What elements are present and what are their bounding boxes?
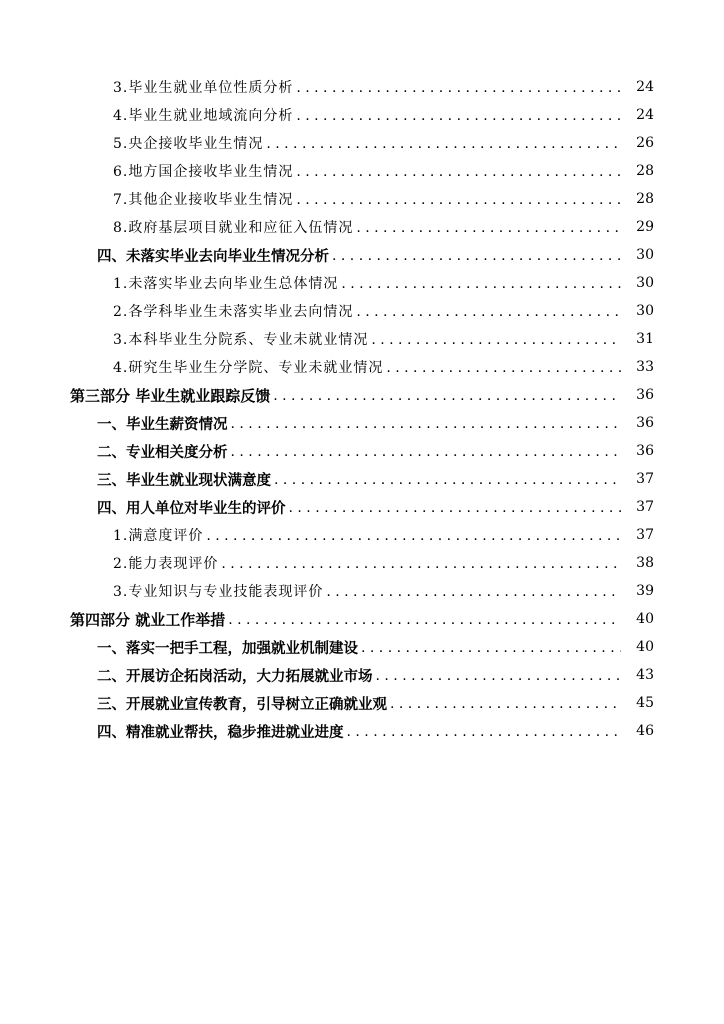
dot-leader [296,108,651,122]
toc-entry-title: 7.其他企业接收毕业生情况 [113,192,294,208]
toc-entry-title: 四、用人单位对毕业生的评价 [97,500,286,517]
toc-section-entry [0,633,724,661]
toc-part-entry [0,381,724,409]
toc-entry-page: 26 [621,135,654,151]
dot-leader [361,640,651,654]
toc-entry-title: 三、毕业生就业现状满意度 [97,472,271,489]
toc-entry-title: 3.本科毕业生分院系、专业未就业情况 [113,332,369,348]
toc-entry-page: 29 [621,219,654,235]
toc-entry-page: 24 [621,79,654,95]
dot-leader [386,360,651,374]
toc-entry [0,157,724,185]
toc-entry [0,101,724,129]
dot-leader [266,136,651,150]
toc-entry-title: 三、开展就业宣传教育，引导树立正确就业观 [97,696,387,713]
toc-entry-title: 8.政府基层项目就业和应征入伍情况 [113,220,354,236]
toc-entry [0,269,724,297]
dot-leader [289,500,652,514]
toc-entry-title: 3.专业知识与专业技能表现评价 [113,584,324,600]
toc-entry-page: 38 [621,555,654,571]
toc-entry [0,325,724,353]
toc-entry-page: 33 [621,359,654,375]
toc-entry-page: 39 [621,583,654,599]
dot-leader [221,556,651,570]
dot-leader [206,528,651,542]
toc-entry-page: 43 [621,667,654,683]
toc-entry-page: 36 [621,387,654,403]
dot-leader [356,304,651,318]
dot-leader [231,444,652,458]
toc-entry-page: 37 [621,499,654,515]
dot-leader [296,80,651,94]
toc-entry-title: 3.毕业生就业单位性质分析 [113,80,294,96]
toc-section-entry [0,241,724,269]
toc-entry [0,549,724,577]
toc-entry-title: 一、落实一把手工程，加强就业机制建设 [97,640,358,657]
toc-entry-page: 40 [621,639,654,655]
toc-section-entry [0,689,724,717]
toc-entry-title: 2.各学科毕业生未落实毕业去向情况 [113,304,354,320]
dot-leader [274,472,651,486]
toc-entry-title: 1.满意度评价 [113,528,204,544]
toc-entry-title: 2.能力表现评价 [113,556,219,572]
toc-entry-page: 31 [621,331,654,347]
toc-entry-page: 30 [621,275,654,291]
toc-entry-page: 30 [621,303,654,319]
table-of-contents [0,73,724,745]
toc-entry-page: 36 [621,443,654,459]
toc-entry-page: 40 [621,611,654,627]
toc-entry-page: 37 [621,471,654,487]
toc-entry-title: 5.央企接收毕业生情况 [113,136,264,152]
toc-entry [0,577,724,605]
toc-section-entry [0,717,724,745]
toc-entry-title: 二、开展访企拓岗活动，大力拓展就业市场 [97,668,373,685]
toc-section-entry [0,437,724,465]
toc-entry-title: 6.地方国企接收毕业生情况 [113,164,294,180]
toc-entry-title: 第四部分 就业工作举措 [70,610,226,629]
toc-entry [0,185,724,213]
toc-entry [0,129,724,157]
toc-section-entry [0,409,724,437]
toc-section-entry [0,661,724,689]
toc-entry-page: 45 [621,695,654,711]
dot-leader [371,332,651,346]
dot-leader [228,612,651,626]
toc-entry-title: 二、专业相关度分析 [97,444,228,461]
toc-entry [0,297,724,325]
toc-entry-page: 46 [621,723,654,739]
toc-entry [0,73,724,101]
toc-section-entry [0,465,724,493]
dot-leader [376,668,652,682]
toc-entry-title: 4.研究生毕业生分学院、专业未就业情况 [113,360,384,376]
dot-leader [347,724,652,738]
toc-entry-page: 28 [621,163,654,179]
toc-entry-title: 一、毕业生薪资情况 [97,416,228,433]
toc-entry-page: 37 [621,527,654,543]
dot-leader [341,276,651,290]
toc-entry [0,521,724,549]
toc-entry-page: 30 [621,247,654,263]
dot-leader [296,192,651,206]
toc-entry-page: 36 [621,415,654,431]
toc-entry [0,213,724,241]
dot-leader [332,248,651,262]
dot-leader [273,388,651,402]
toc-entry [0,353,724,381]
toc-entry-title: 四、精准就业帮扶，稳步推进就业进度 [97,724,344,741]
toc-entry-page: 28 [621,191,654,207]
toc-entry-title: 四、未落实毕业去向毕业生情况分析 [97,248,329,265]
dot-leader [326,584,651,598]
toc-entry-title: 第三部分 毕业生就业跟踪反馈 [70,386,271,405]
dot-leader [231,416,652,430]
toc-entry-title: 1.未落实毕业去向毕业生总体情况 [113,276,339,292]
dot-leader [296,164,651,178]
dot-leader [390,696,651,710]
toc-entry-page: 24 [621,107,654,123]
toc-section-entry [0,493,724,521]
dot-leader [356,220,651,234]
toc-part-entry [0,605,724,633]
toc-entry-title: 4.毕业生就业地域流向分析 [113,108,294,124]
